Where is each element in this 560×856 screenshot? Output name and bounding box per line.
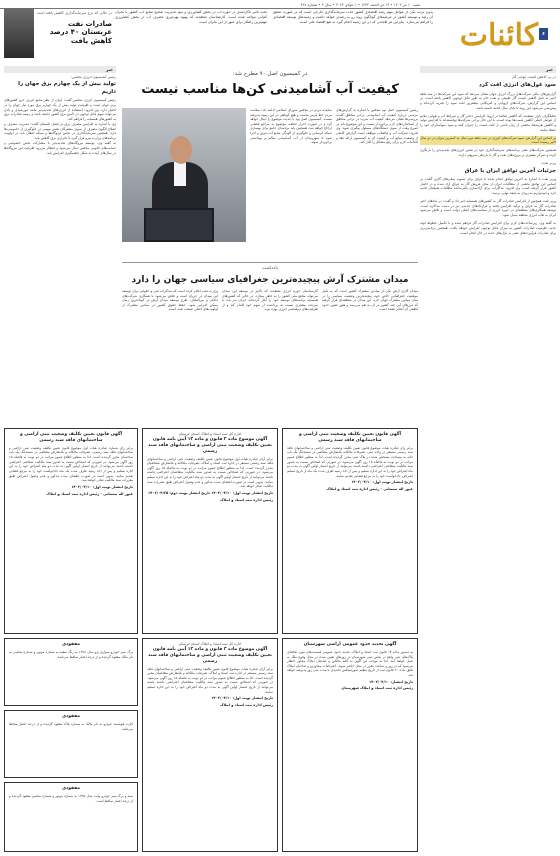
article-body: گزارش‌های مالی شرکت‌های بزرگ انرژی جهان نشان می‌دهد که سود این شرکت‌ها در سه ماهه اخیر به دلیل کاهش قیمت گاز طبیعی و نفت خام به طور قابل توجهی کاهش یافته است. بر اساس این گزارش، شرکت‌های اروپایی و آمریکایی بیشترین افت سود را تجربه کرده‌اند و پیش‌بینی می‌شود این روند تا پایان سال ادامه داشته باشد. [420, 91, 556, 110]
arash-field-story [122, 262, 418, 422]
ad-title: آگهی موضوع ماده ۳ قانون و ماده ۱۳ آیین نامه قانون تعیین تکلیف وضعیت ثبتی اراضی و ساختمانهای فاقد سند رسمی [148, 646, 272, 664]
article-body: وزیر نفت همچنین از افزایش صادرات گاز به کشورهای همسایه خبر داد و گفت: در ماه‌های اخیر صادرات گاز به عراق و ترکیه افزایش یافته و قراردادهای جدیدی نیز در دست مذاکره است. توسعه همکاری‌های منطقه‌ای در حوزه انرژی از سیاست‌های اصلی دولت است و تلاش می‌شود ایران به هاب انرژی منطقه تبدیل شود. [420, 198, 556, 218]
ad-date: تاریخ انتشار نوبت اول: ۱۴۰۲/۰۴/۱۰ [351, 480, 413, 485]
ad-body: برابر رای شماره صادره هیات اول موضوع قانون تعیین تکلیف وضعیت ثبتی اراضی و ساختمانهای فاقد سند رسمی، تصرفات مالکانه و بلامعارض متقاضی در ششدانگ یک باب ساختمان محرز گردیده است. لذا به منظور اطلاع عموم مراتب در دو نوبت به فاصله ۱۵ روز آگهی می‌شود، در صورتی که اشخاص نسبت به صدور سند مالکیت متقاضی اعتراضی داشته باشند می‌توانند از تاریخ انتشار اولین آگهی به مدت دو ماه اعتراض خود را به این اداره تسلیم و پس از اخذ رسید ظرف مدت یک ماه دادخواست خود را به مرجع قضایی تقدیم نمایند. بدیهی است در صورت انقضای مدت مذکور و عدم وصول اعتراض طبق مقررات سند مالکیت صادر خواهد شد. [9, 445, 133, 483]
ad-signature: رئیس اداره ثبت اسناد و املاک [220, 497, 273, 502]
ad-header: اداره کل ثبت اسناد و املاک استان لرستان [178, 432, 242, 436]
tease-kicker: در حالی که نرخ سرمایه‌گذاری کاهش یافته است [36, 10, 112, 15]
article-kicker: در پی کاهش قیمت جهانی گاز [511, 75, 556, 80]
section-label: خبر [420, 66, 556, 73]
story-headline: کیفیت آب آشامیدنی کن‌ها مناسب نیست [141, 82, 399, 98]
ad-title: آگهی قانون تعیین تکلیف وضعیت ثبتی اراضی و ساختمانهای فاقد سند رسمی [20, 432, 122, 443]
page-number: ۶ [539, 28, 548, 40]
header-tease[interactable] [4, 8, 112, 60]
story-headline: میدان مشترک آرش پیچیده‌ترین جغرافیای سیاسی جهان را دارد [131, 275, 409, 286]
legal-ad [282, 428, 418, 634]
ad-body: کارت هوشمند خودرو به نام مالک به شماره پلاک مفقود گردیده و از درجه اعتبار ساقط می‌باشد. [9, 721, 133, 731]
section-label: خبر [4, 66, 116, 73]
story-column: میدان گازی آرش یکی از میادین مشترک کشور است که به دلیل موقعیت جغرافیایی خاص خود، پیچیده‌ترین وضعیت سیاسی را در میان میادین مشترک جهان دارد. این میدان در منطقه‌ای قرار گرفته که مرزهای آبی چند کشور در آن به هم می‌رسد و هنوز تعیین حدود قطعی آن انجام نشده است. [322, 289, 418, 312]
ad-body: برگ سبز خودرو سواری پژو مدل ۱۳۹۸ به رنگ سفید به شماره موتور و شماره شاسی به نام مالک مفقود گردیده و از درجه اعتبار ساقط می‌باشد. [9, 649, 133, 659]
legal-ad [4, 428, 138, 634]
article-body: رئیس کمیسیون انرژی مجلس گفت: ایران از نظر منابع انرژی جزو کشورهای برتر جهان است و ظرفیت تولید بیش از یک چهارم برق مورد نیاز جهان را در اختیار دارد. وی افزود: استفاده از انرژی‌های تجدیدپذیر مانند خورشیدی و بادی می‌تواند سهم قابل توجهی در تأمین برق کشور داشته باشد و زمینه صادرات برق به کشورهای همسایه را فراهم کند. [4, 98, 116, 122]
ad-signature: غیور اله نیستانی - رئیس اداره ثبت اسناد و املاک [326, 486, 413, 491]
ad-date: تاریخ انتشار نوبت اول: ۱۴۰۲/۰۴/۱۰ [211, 696, 273, 701]
mp-photo [122, 108, 246, 242]
article-title: سود غول‌های انرژی افت کرد [478, 82, 556, 89]
story-column: رئیس کمیسیون اصل نود مجلس با اشاره به گزارش‌های مردمی درباره کیفیت آب آشامیدنی برخی مناطق گفت: بررسی‌ها نشان می‌دهد کیفیت آب شرب در برخی مناطق از استانداردهای لازم برخوردار نیست و این موضوع باید در اسرع وقت از سوی دستگاه‌های مسئول پیگیری شود. وی افزود: شرکت آب و فاضلاب موظف است گزارش کاملی از وضعیت منابع آب و کیفیت آن به کمیسیون ارائه دهد و اقدامات لازم برای رفع مشکل را آغاز کند. [336, 108, 418, 145]
article-kicker: وزیر نفت: [540, 160, 556, 165]
top-news-2: تحت تأثیر ناکارآمدی در حوزه آب در بخش کشاورزی و نبود مدیریت صحیح منابع آب، کشور با بحران کم‌آبی مواجه شده است. کارشناسان معتقدند که بهبود بهره‌وری مصرف آب در بخش کشاورزی مهم‌ترین راهکار برای عبور از این بحران است. [115, 10, 267, 24]
ad-signature: غیور اله نیستانی - رئیس اداره ثبت اسناد و املاک [46, 491, 133, 496]
lost-notice [4, 710, 138, 778]
newspaper-logo: کائنات [459, 18, 538, 53]
legal-ad [142, 428, 278, 634]
story-column: نماینده مردم در مجلس شورای اسلامی ادامه داد: سلامت مردم خط قرمز ماست و هیچ کوتاهی در این زمینه پذیرفته نیست. کمیسیون اصل نود با جدیت موضوع را دنبال خواهد کرد و در صورت احراز تخلف، موضوع به مراجع قضایی ارجاع خواهد شد. همچنین باید برنامه‌ای جامع برای بهسازی شبکه آبرسانی و جلوگیری از آلودگی منابع آب تدوین و اجرا شود تا شهروندان از آب آشامیدنی سالم و بهداشتی برخوردار شوند. [250, 108, 332, 145]
page-header [0, 0, 560, 72]
story-column: وزارت نفت اعلام کرده است که مذاکرات فنی و حقوقی برای توسعه این میدان در جریان است و تلاش می‌شود با همکاری شرکت‌های داخلی و بین‌المللی، طرح توسعه میدان آرش در کوتاه‌ترین زمان ممکن اجرایی شود. حفظ حقوق کشور در میادین مشترک از اولویت‌های اصلی صنعت نفت است. [122, 289, 218, 312]
ad-signature: رئیس اداره ثبت اسناد و املاک [220, 703, 273, 708]
ad-title: آگهی قانون تعیین تکلیف وضعیت ثبتی اراضی و ساختمانهای فاقد سند رسمی [299, 432, 401, 443]
right-news-column [420, 66, 556, 856]
ad-body: برابر آرای صادره هیات اول موضوع قانون تعیین تکلیف وضعیت ثبتی اراضی و ساختمانهای فاقد سند رسمی مستقر در اداره ثبت اسناد و املاک، تصرفات مالکانه و بلامعارض متقاضیان محرز گردیده است. لذا به منظور اطلاع عموم مراتب در دو نوبت به فاصله ۱۵ روز آگهی می‌شود، در صورتی که اشخاص نسبت به صدور سند مالکیت متقاضیان اعتراضی داشته باشند می‌توانند از تاریخ انتشار اولین آگهی به مدت دو ماه اعتراض خود را به این اداره تسلیم نمایند. بدیهی است در صورت انقضای مدت مذکور و عدم وصول اعتراض طبق مقررات سند مالکیت صادر خواهد شد. [147, 456, 273, 489]
ad-date: تاریخ انتشار نوبت اول: ۱۴۰۲/۰۴/۱۰ تاریخ انتشار نوبت دوم: ۱۴۰۲/۰۴/۲۵ [148, 490, 273, 495]
legal-ad [142, 638, 278, 852]
article-body: تحلیلگران بازار معتقدند که کاهش تقاضا در اروپا، افزایش ذخایر گاز و شرایط آب و هوایی ملایم از عوامل اصلی کاهش قیمت‌ها بوده است. با این حال برخی شرکت‌ها توانسته‌اند با افزایش تولید و کاهش هزینه‌ها، بخشی از زیان ناشی از افت قیمت را جبران کنند و سود سهامداران خود را حفظ نمایند. [420, 113, 556, 132]
ad-body: سند و برگ سبز خودرو وانت مدل ۱۳۹۵ به شماره موتور و شماره شاسی مفقود گردیده و از درجه اعتبار ساقط است. [9, 793, 133, 803]
legal-ad [282, 638, 418, 852]
ad-body: برابر رای صادره هیات موضوع قانون تعیین تکلیف وضعیت ثبتی اراضی و ساختمانهای فاقد سند رسمی مستقر در واحد ثبتی، تصرفات مالکانه بلامعارض متقاضی در ششدانگ یک باب خانه به مساحت مشخص شده در پلاک ثبتی محرز گردیده است. لذا به منظور اطلاع عموم مراتب در دو نوبت به فاصله ۱۵ روز آگهی می‌شود، در صورتی که اشخاص نسبت به صدور سند مالکیت متقاضی اعتراضی داشته باشند می‌توانند از تاریخ انتشار اولین آگهی به مدت دو ماه اعتراض خود را به این اداره تسلیم و پس از اخذ رسید ظرف مدت یک ماه از تاریخ تسلیم اعتراض، دادخواست خود را به مرجع قضایی تقدیم نمایند. [287, 445, 414, 478]
ad-date: تاریخ انتشار: ۱۴۰۲/۰۴/۱۰ [369, 679, 413, 684]
highlighted-text: بر اساس این گزارش، سود شرکت‌های انرژی در سه ماهه دوم سال به کمترین میزان در دو سال اخیر رسیده است. [420, 135, 556, 145]
article-kicker: رئیس کمیسیون انرژی مجلس: [70, 75, 116, 80]
dateline: شنبه ۱۰ تیر ۱۴۰۲ • ۱۳ ذی الحجه ۱۴۴۴ • ۱ جولای ۲۰۲۳ • سال ۲ • شماره ۴۲۸ [300, 3, 420, 7]
story-kicker: در کمیسیون اصل ۹۰ مطرح شد: [232, 71, 308, 77]
article-body: وی با اشاره به افزایش مصرف برق در فصل تابستان گفت: مدیریت مصرف و اصلاح الگوی مصرف از سوی مشترکان نقش مهمی در جلوگیری از خاموشی‌ها دارد. همچنین سرمایه‌گذاری در بخش نیروگاه‌ها و شبکه انتقال باید در اولویت برنامه‌های وزارت نیرو قرار گیرد تا ناترازی برق کاهش یابد. [4, 121, 116, 141]
ad-title: آگهی موضوع ماده ۳ قانون و ماده ۱۳ آیین نامه قانون تعیین تکلیف وضعیت ثبتی اراضی و ساختمانهای فاقد سند رسمی [148, 436, 272, 454]
ad-header: اداره کل ثبت اسناد و املاک استان لرستان [178, 642, 242, 646]
article-body: به گفته وی، زیرساخت‌های لازم برای افزایش صادرات گاز فراهم شده و با تکمیل خطوط لوله جدید، ظرفیت صادرات کشور به میزان قابل توجهی افزایش خواهد یافت. همچنین برنامه‌ریزی برای صادرات فرآورده‌های نفتی به بازارهای جدید در حال انجام است. [420, 220, 556, 235]
article-title: جزئیات آخرین توافق ایران با عراق [464, 167, 556, 174]
article-body: به گفته وی، توسعه نیروگاه‌های تجدیدپذیر با مشارکت بخش خصوصی و حمایت‌های قانونی مجلس دنبال می‌شود و انتظار می‌رود ظرفیت این نیروگاه‌ها در سال‌های آینده به شکل چشمگیری افزایش یابد. [4, 140, 116, 155]
tease-image [4, 8, 34, 58]
story-kicker: یادداشت [261, 266, 279, 271]
ad-date: تاریخ انتشار نوبت اول: ۱۴۰۲/۰۴/۱۰ [71, 484, 133, 489]
masthead [434, 6, 552, 64]
ad-title: آگهی تحدید حدود عمومی اراضی شهرستان [303, 642, 397, 647]
ad-body: به دستور ماده ۱۴ قانون ثبت اسناد و املاک، تحدید حدود عمومی قسمت‌های مورد تقاضای پلاک‌های ثبتی واقع در بخش ثبتی شهرستان در روزهای تعیین شده در محل وقوع ملک به عمل خواهد آمد. لذا به موجب این آگهی به کلیه مالکین و صاحبان املاک مجاور اخطار می‌شود که در روز و ساعت مقرر در محل حاضر شوند. اعتراضات مجاورین و صاحبان املاک طبق ماده ۲۰ قانون ثبت از تاریخ تنظیم صورتمجلس تحدیدی تا مدت سی روز پذیرفته خواهد شد. [287, 649, 413, 677]
tease-title: صادرات نفت عربستان ۴۰ درصد کاهش یافت [49, 20, 112, 45]
article-title: تولید بیش از یک چهارم برق جهان را داریم [18, 81, 116, 95]
top-news-1: بدون تردید یکی از عوامل مهم رشد اقتصادی کشور جذب سرمایه‌گذاری خارجی است که در صورت تحقق آن رشد و توسعه کشور در عرصه‌های گوناگون روند رو به رشدی خواهد داشت و زمینه‌های توسعه اقتصادی را فراهم می‌سازد. بنابراین هر اقدامی که در این زمینه انجام گیرد به نفع اقتصاد ملی است. [273, 10, 433, 24]
article-body: وزیر نفت با اشاره به آخرین توافق انجام شده با عراق برای تسویه بدهی‌های گازی گفت: بر اساس این توافق بخشی از مطالبات ایران از محل فروش گاز به عراق آزاد شده و در اختیار کشور قرار گرفته است. وی افزود: مذاکرات برای آزادسازی باقی‌مانده مطالبات همچنان ادامه دارد و امیدواریم به زودی به نتیجه نهایی برسد. [420, 176, 556, 196]
lost-notice [4, 782, 138, 852]
ad-title: مفقودی [61, 642, 81, 647]
ad-title: مفقودی [61, 786, 81, 791]
left-news-column [4, 66, 116, 426]
legal-ads-grid [4, 428, 418, 852]
story-column: کارشناسان حوزه انرژی معتقدند که تأخیر در توسعه این میدان می‌تواند منافع ملی کشور را به خطر بیندازد. در حالی که کشورهای همسایه برنامه‌های توسعه خود را آغاز کرده‌اند، ایران نیز باید با سرعت بیشتری نسبت به برداشت از سهم خود اقدام کند و از ظرفیت‌های دیپلماسی انرژی بهره ببرد. [222, 289, 318, 312]
ad-signature: رئیس اداره ثبت اسناد و املاک شهرستان [341, 686, 413, 691]
ad-title: مفقودی [61, 714, 81, 719]
article-body: همچنین شرکت‌های نفتی برنامه‌های سرمایه‌گذاری خود در بخش انرژی‌های تجدیدپذیر را بازنگری کرده و تمرکز بیشتری بر پروژه‌های نفت و گاز با بازدهی سریع‌تر دارند. [420, 148, 556, 157]
water-quality-story [122, 66, 418, 260]
ad-body: برابر آرای صادره هیات موضوع قانون تعیین تکلیف وضعیت ثبتی اراضی و ساختمانهای فاقد سند رسمی مستقر در اداره ثبت اسناد و املاک، تصرفات مالکانه و بلامعارض متقاضیان محرز گردیده است. لذا به منظور اطلاع عموم مراتب در دو نوبت به فاصله ۱۵ روز آگهی می‌شود، در صورتی که اشخاص نسبت به صدور سند مالکیت متقاضیان اعتراضی داشته باشند می‌توانند از تاریخ انتشار اولین آگهی به مدت دو ماه اعتراض خود را به این اداره تسلیم نمایند. [147, 666, 273, 694]
lost-notice [4, 638, 138, 706]
